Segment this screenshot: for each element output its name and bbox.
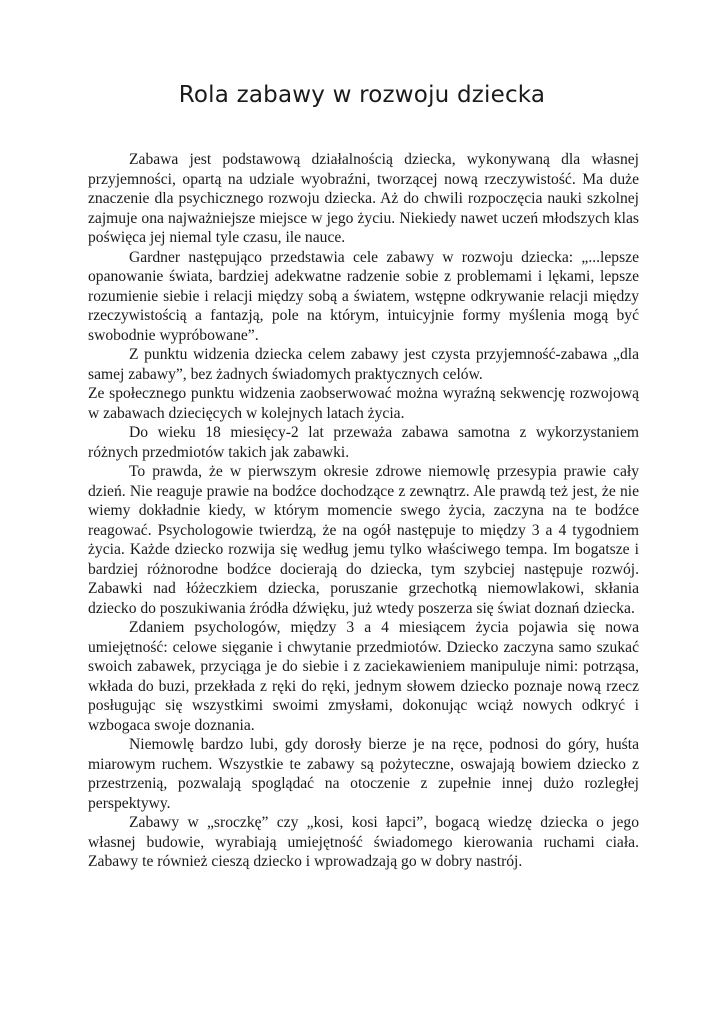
paragraph: Ze społecznego punktu widzenia zaobserwować można wyraźną sekwencję rozwojową w zabawach dziecięcych w kolejnych latach życia.: [88, 385, 639, 422]
paragraph: Niemowlę bardzo lubi, gdy dorosły bierze je na ręce, podnosi do góry, huśta miarowym ruchem. Wszystkie te zabawy są pożyteczne, oswajają bowiem dziecko z przestrzenią, pozwalają spoglądać na otoczenie z zupełnie innej dużo rozległej perspektywy.: [88, 736, 639, 812]
document-body: [88, 150, 639, 872]
paragraph: To prawda, że w pierwszym okresie zdrowe niemowlę przesypia prawie cały dzień. Nie reaguje prawie na bodźce dochodzące z zewnątrz. Ale prawdą też jest, że nie wiemy dokładnie kiedy, w którym momencie swego życia, zaczyna na te bodźce reagować. Psychologowie twierdzą, że na ogół następuje to między 3 a 4 tygodniem życia. Każde dziecko rozwija się według jemu tylko właściwego tempa. Im bogatsze i bardziej różnorodne bodźce docierają do dziecka, tym szybciej następuje rozwój. Zabawki nad łóżeczkiem dziecka, poruszanie grzechotką niemowlakowi, skłania dziecko do poszukiwania źródła dźwięku, już wtedy poszerza się świat doznań dziecka.: [88, 463, 639, 617]
paragraph: Z punktu widzenia dziecka celem zabawy jest czysta przyjemność-zabawa „dla samej zabawy”, bez żadnych świadomych praktycznych celów.: [88, 346, 639, 383]
paragraph: Gardner następująco przedstawia cele zabawy w rozwoju dziecka: „...lepsze opanowanie świata, bardziej adekwatne radzenie sobie z problemami i lękami, lepsze rozumienie siebie i relacji między sobą a światem, wstępne odkrywanie relacji między rzeczywistością a fantazją, pole na którym, intuicyjnie formy myślenia mogą być swobodnie wypróbowane”.: [88, 248, 639, 344]
page-title: Rola zabawy w rozwoju dziecka: [178, 82, 546, 108]
paragraph: Do wieku 18 miesięcy-2 lat przeważa zabawa samotna z wykorzystaniem różnych przedmiotów takich jak zabawki.: [88, 424, 639, 461]
paragraph: Zabawa jest podstawową działalnością dziecka, wykonywaną dla własnej przyjemności, opartą na udziale wyobraźni, tworzącej nową rzeczywistość. Ma duże znaczenie dla psychicznego rozwoju dziecka. Aż do chwili rozpoczęcia nauki szkolnej zajmuje ona najważniejsze miejsce w jego życiu. Niekiedy nawet uczeń młodszych klas poświęca jej niemal tyle czasu, ile nauce.: [88, 151, 639, 246]
paragraph: Zdaniem psychologów, między 3 a 4 miesiącem życia pojawia się nowa umiejętność: celowe sięganie i chwytanie przedmiotów. Dziecko zaczyna samo szukać swoich zabawek, przyciąga je do siebie i z zaciekawieniem manipuluje nimi: potrząsa, wkłada do buzi, przekłada z ręki do ręki, jednym słowem dziecko poznaje nową rzecz posługując się wszystkimi swoimi zmysłami, dokonując wciąż nowych odkryć i wzbogaca swoje doznania.: [88, 619, 639, 734]
paragraph: Zabawy w „sroczkę” czy „kosi, kosi łapci”, bogacą wiedzę dziecka o jego własnej budowie, wyrabiają umiejętność świadomego kierowania ruchami ciała. Zabawy te również cieszą dziecko i wprowadzają go w dobry nastrój.: [88, 814, 639, 870]
